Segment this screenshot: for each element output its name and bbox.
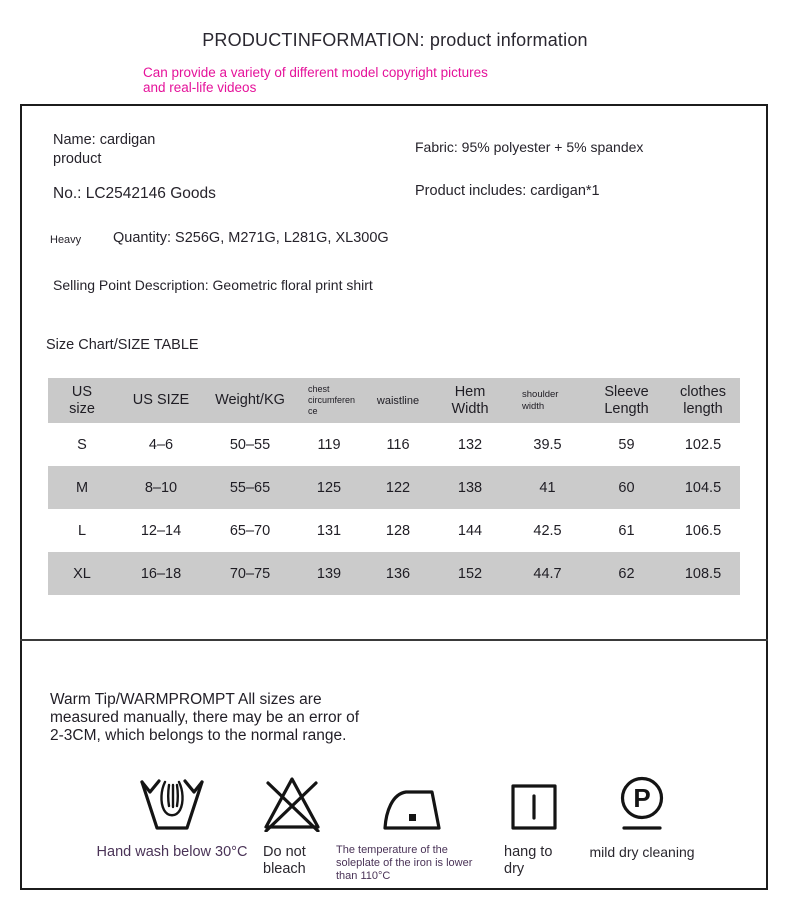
product-info-panel <box>20 104 768 890</box>
column-header-weight: Weight/KG <box>215 392 285 409</box>
table-cell: 144 <box>457 522 483 539</box>
column-header-clothes-length: clothes length <box>680 384 726 417</box>
page-subtitle-line: and real-life videos <box>143 80 257 96</box>
care-item-label: The temperature of the soleplate of the iron is lower than 110°C <box>336 844 473 882</box>
section-divider <box>20 639 768 641</box>
table-cell: L <box>77 522 87 539</box>
table-cell: 122 <box>385 479 411 496</box>
hand-wash-icon <box>72 764 272 832</box>
item-number: No.: LC2542146 Goods <box>53 185 216 202</box>
care-item-label: Hand wash below 30°C <box>96 844 248 860</box>
table-cell: XL <box>73 565 91 582</box>
weight-note: Heavy <box>50 234 82 246</box>
table-cell: S <box>77 436 87 453</box>
size-table-row-m <box>48 466 740 509</box>
size-chart-table <box>48 378 740 595</box>
care-item-do-not-bleach <box>247 764 337 878</box>
table-cell: 41 <box>539 479 556 496</box>
table-cell: 108.5 <box>684 565 722 582</box>
table-cell: M <box>75 479 89 496</box>
quantity-info: Quantity: S256G, M271G, L281G, XL300G <box>113 230 389 246</box>
table-cell: 102.5 <box>684 436 722 453</box>
table-cell: 119 <box>317 436 341 453</box>
table-cell: 152 <box>457 565 483 582</box>
table-cell: 125 <box>316 479 342 496</box>
svg-text:P: P <box>633 783 651 813</box>
care-item-hang-dry <box>504 764 564 878</box>
table-cell: 132 <box>457 436 483 453</box>
table-cell: 139 <box>316 565 342 582</box>
table-cell: 136 <box>385 565 411 582</box>
table-cell: 131 <box>316 522 342 539</box>
care-item-dry-clean <box>577 764 707 861</box>
table-cell: 12–14 <box>140 522 182 539</box>
dry-clean-gentle-icon <box>577 764 707 832</box>
column-header-sleeve: Sleeve Length <box>604 384 649 417</box>
size-table-row-l <box>48 509 740 552</box>
warm-tip-line: 2-3CM, which belongs to the normal range. <box>50 727 347 745</box>
care-item-hand-wash <box>72 764 272 861</box>
table-cell: 59 <box>618 436 635 453</box>
fabric-info: Fabric: 95% polyester + 5% spandex <box>415 139 644 155</box>
table-cell: 50–55 <box>229 436 271 453</box>
care-item-iron-low <box>336 764 488 883</box>
column-header-us-size: US size <box>69 384 95 417</box>
selling-point: Selling Point Description: Geometric floral print shirt <box>53 277 373 293</box>
table-cell: 104.5 <box>684 479 722 496</box>
table-cell: 39.5 <box>533 436 562 453</box>
care-item-label: hang to dry <box>504 844 553 878</box>
size-table-header-row <box>48 378 740 423</box>
page-subtitle <box>143 65 593 95</box>
table-cell: 44.7 <box>533 565 562 582</box>
table-cell: 62 <box>618 565 635 582</box>
table-cell: 55–65 <box>229 479 271 496</box>
care-item-label: Do not bleach <box>263 844 306 878</box>
warm-tip-note <box>50 691 359 745</box>
size-table-row-xl <box>48 552 740 595</box>
table-cell: 4–6 <box>148 436 174 453</box>
page-title: PRODUCTINFORMATION: product information <box>202 30 588 50</box>
column-header-waistline: waistline <box>376 394 420 407</box>
product-includes: Product includes: cardigan*1 <box>415 183 600 199</box>
do-not-bleach-icon <box>247 764 337 832</box>
column-header-shoulder: shoulder width <box>522 388 559 412</box>
table-cell: 8–10 <box>144 479 178 496</box>
table-cell: 106.5 <box>684 522 722 539</box>
size-table-row-s <box>48 423 740 466</box>
table-cell: 70–75 <box>229 565 271 582</box>
hang-to-dry-icon <box>504 764 564 832</box>
care-item-label: mild dry cleaning <box>589 844 695 860</box>
warm-tip-line: Warm Tip/WARMPROMPT All sizes are <box>50 691 322 708</box>
table-cell: 128 <box>385 522 411 539</box>
column-header-hem-width: Hem Width <box>451 384 489 417</box>
table-cell: 60 <box>618 479 635 496</box>
warm-tip-line: measured manually, there may be an error of <box>50 709 360 727</box>
product-name: Name: cardigan product <box>53 132 156 167</box>
page-subtitle-line: Can provide a variety of different model copyright pictures <box>143 65 488 80</box>
table-cell: 138 <box>457 479 483 496</box>
table-cell: 16–18 <box>140 565 182 582</box>
column-header-us-size2: US SIZE <box>132 392 190 409</box>
table-cell: 65–70 <box>229 522 271 539</box>
table-cell: 116 <box>386 436 410 453</box>
column-header-chest: chest circumference <box>308 383 356 417</box>
iron-low-temp-icon <box>336 764 488 832</box>
table-cell: 42.5 <box>533 522 562 539</box>
table-cell: 61 <box>618 522 635 539</box>
size-chart-heading: Size Chart/SIZE TABLE <box>46 337 199 353</box>
